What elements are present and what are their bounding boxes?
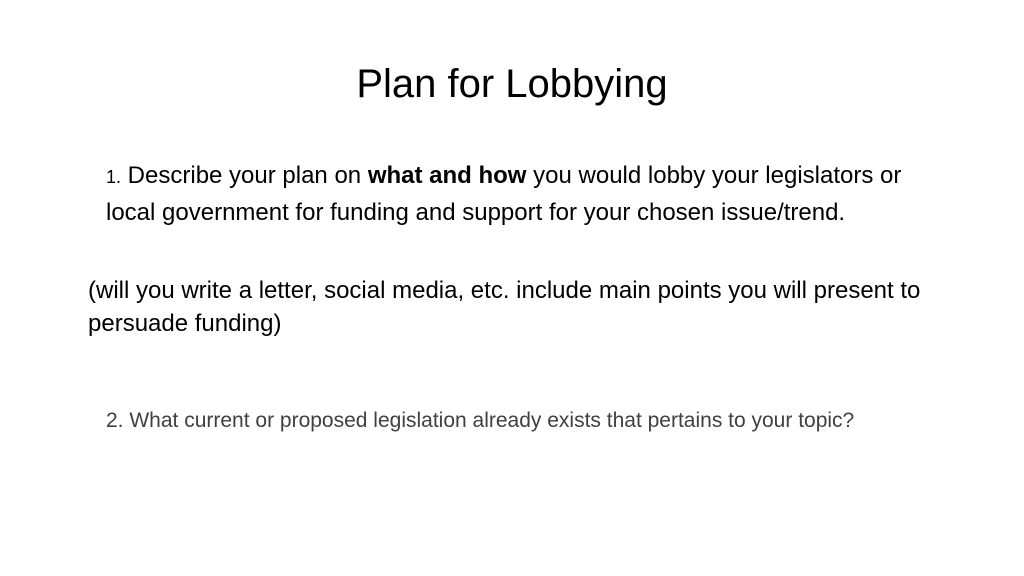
point-1-text-after: you would lobby your legislators or local government for funding and support for your chosen issue/trend. xyxy=(106,162,902,226)
slide-title: Plan for Lobbying xyxy=(356,62,668,106)
point-1-text-before: Describe your plan on xyxy=(121,162,368,189)
point-2: 2. What current or proposed legislation already exists that pertains to your topic? xyxy=(106,409,855,432)
point-1-emphasis: what and how xyxy=(367,162,527,189)
point-1-note: (will you write a letter, social media, etc. include main points you will present to persuade funding) xyxy=(88,277,921,337)
point-1 xyxy=(106,158,906,231)
point-1-number: 1. xyxy=(106,167,122,187)
